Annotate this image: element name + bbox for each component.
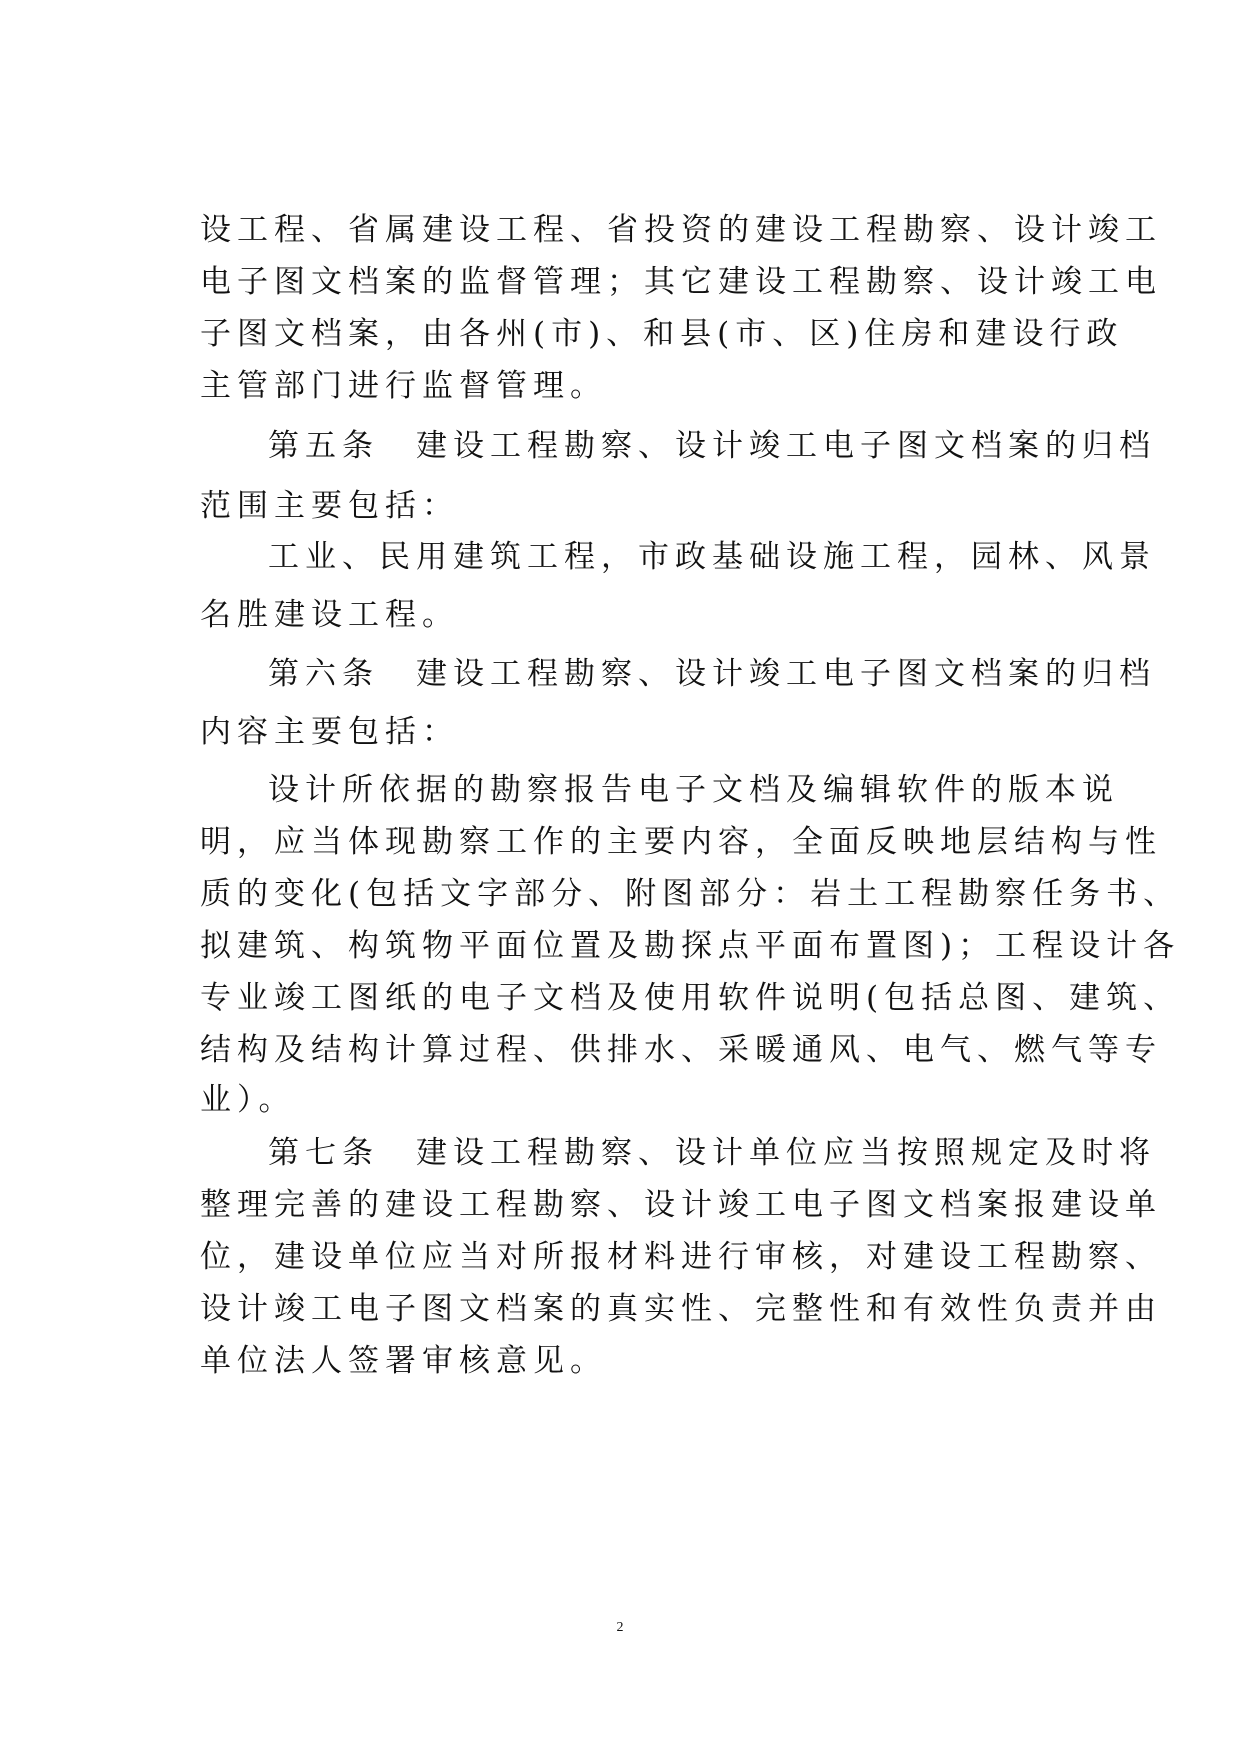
text-line: 拟建筑、构筑物平面位置及勘探点平面布置图)；工程设计各 <box>200 928 1181 964</box>
text-line: 名胜建设工程。 <box>200 597 459 633</box>
text-line: 设计竣工电子图文档案的真实性、完整性和有效性负责并由 <box>200 1291 1162 1327</box>
text-line: 工业、民用建筑工程，市政基础设施工程，园林、风景 <box>268 539 1156 575</box>
text-line: 主管部门进行监督管理。 <box>200 368 607 404</box>
text-line: 设计所依据的勘察报告电子文档及编辑软件的版本说 <box>268 772 1119 808</box>
text-line: 结构及结构计算过程、供排水、采暖通风、电气、燃气等专 <box>200 1032 1162 1068</box>
page-number: 2 <box>616 1620 624 1635</box>
text-line: 设工程、省属建设工程、省投资的建设工程勘察、设计竣工 <box>200 212 1162 248</box>
text-line: 业）。 <box>200 1082 296 1118</box>
article-5-heading: 第五条 建设工程勘察、设计竣工电子图文档案的归档 <box>268 428 1156 464</box>
text-line: 明，应当体现勘察工作的主要内容，全面反映地层结构与性 <box>200 824 1162 860</box>
text-line: 内容主要包括： <box>200 714 459 750</box>
text-line: 电子图文档案的监督管理；其它建设工程勘察、设计竣工电 <box>200 264 1162 300</box>
text-line: 范围主要包括： <box>200 488 459 524</box>
text-line: 质的变化(包括文字部分、附图部分：岩土工程勘察任务书、 <box>200 876 1181 912</box>
text-line: 子图文档案，由各州(市)、和县(市、区)住房和建设行政 <box>200 316 1124 352</box>
text-line: 专业竣工图纸的电子文档及使用软件说明(包括总图、建筑、 <box>200 980 1181 1016</box>
article-6-heading: 第六条 建设工程勘察、设计竣工电子图文档案的归档 <box>268 656 1156 692</box>
text-line: 整理完善的建设工程勘察、设计竣工电子图文档案报建设单 <box>200 1187 1162 1223</box>
text-line: 单位法人签署审核意见。 <box>200 1343 607 1379</box>
text-line: 位，建设单位应当对所报材料进行审核，对建设工程勘察、 <box>200 1239 1162 1275</box>
article-7-heading: 第七条 建设工程勘察、设计单位应当按照规定及时将 <box>268 1135 1156 1171</box>
